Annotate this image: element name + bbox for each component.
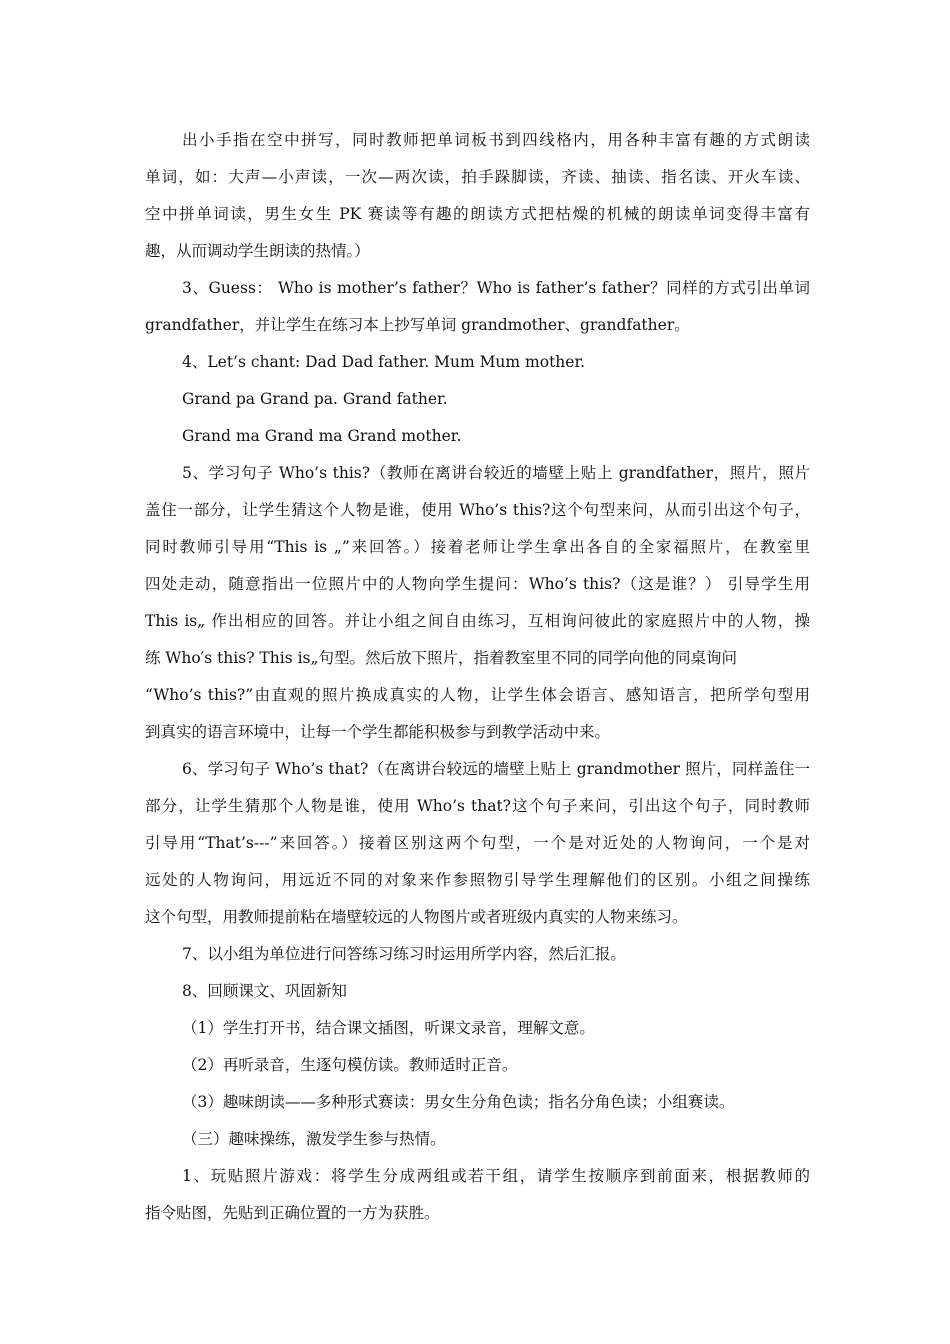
text-line: This is„ 作出相应的回答。并让小组之间自由练习，互相询问彼此的家庭照片中的人物，操 — [145, 612, 810, 630]
text-line: 出小手指在空中拼写，同时教师把单词板书到四线格内，用各种丰富有趣的方式朗读 — [182, 131, 810, 149]
text-line: 空中拼单词读，男生女生 PK 赛读等有趣的朗读方式把枯燥的机械的朗读单词变得丰富有 — [145, 205, 810, 223]
text-line: 这个句型，用教师提前粘在墙壁较远的人物图片或者班级内真实的人物来练习。 — [145, 908, 688, 926]
text-line: “Who’s this?”由直观的照片换成真实的人物，让学生体会语言、感知语言，把所学句型用 — [145, 686, 810, 704]
text-line: 引导用“That’s---”来回答。）接着区别这两个句型，一个是对近处的人物询问，一个是对 — [145, 834, 810, 852]
text-line: 盖住一部分，让学生猜这个人物是谁，使用 Who’s this?这个句型来问，从而引出这个句子， — [145, 501, 810, 519]
text-line: grandfather，并让学生在练习本上抄写单词 grandmother、grandfather。 — [145, 316, 690, 334]
text-line: 单词，如：大声—小声读，一次—两次读，拍手跺脚读，齐读、抽读、指名读、开火车读、 — [145, 168, 810, 186]
text-line: 练 Who′s this? This is„句型。然后放下照片，指着教室里不同的同学向他的同桌询问 — [145, 649, 738, 667]
text-line: 到真实的语言环境中，让每一个学生都能积极参与到教学活动中来。 — [145, 723, 611, 741]
text-line: 四处走动，随意指出一位照片中的人物向学生提问：Who’s this?（这是谁？） 引导学生用 — [145, 575, 810, 593]
document-body — [145, 122, 810, 1232]
text-line: 6、学习句子 Who’s that?（在离讲台较远的墙壁上贴上 grandmother 照片，同样盖住一 — [182, 760, 810, 778]
text-line: 指令贴图，先贴到正确位置的一方为获胜。 — [145, 1204, 440, 1222]
text-line: 同时教师引导用“This is „”来回答。）接着老师让学生拿出各自的全家福照片，在教室里 — [145, 538, 810, 556]
text-line: 5、学习句子 Who’s this?（教师在离讲台较近的墙壁上贴上 grandfather，照片，照片 — [182, 464, 810, 482]
text-line: 1、玩贴照片游戏：将学生分成两组或若干组，请学生按顺序到前面来，根据教师的 — [182, 1167, 810, 1185]
text-line: 部分，让学生猜那个人物是谁，使用 Who’s that?这个句子来问，引出这个句子，同时教师 — [145, 797, 810, 815]
text-line: 4、Let’s chant: Dad Dad father. Mum Mum mother. — [182, 353, 586, 371]
text-line: 趣，从而调动学生朗读的热情。） — [145, 242, 370, 260]
section-heading: （三）趣味操练，激发学生参与热情。 — [182, 1130, 446, 1148]
list-item: （1）学生打开书，结合课文插图，听课文录音，理解文意。 — [182, 1019, 595, 1037]
text-line: 3、Guess： Who is mother’s father？Who is father’s father？同样的方式引出单词 — [182, 279, 810, 297]
text-line: Grand pa Grand pa. Grand father. — [182, 390, 448, 408]
list-item: （2）再听录音，生逐句模仿读。教师适时正音。 — [182, 1056, 518, 1074]
text-line: 7、以小组为单位进行问答练习练习时运用所学内容，然后汇报。 — [182, 945, 626, 963]
section-heading: 8、回顾课文、巩固新知 — [182, 982, 347, 1000]
text-line: Grand ma Grand ma Grand mother. — [182, 427, 462, 445]
list-item: （3）趣味朗读——多种形式赛读：男女生分角色读；指名分角色读；小组赛读。 — [182, 1093, 735, 1111]
text-line: 远处的人物询问，用远近不同的对象来作参照物引导学生理解他们的区别。小组之间操练 — [145, 871, 810, 889]
